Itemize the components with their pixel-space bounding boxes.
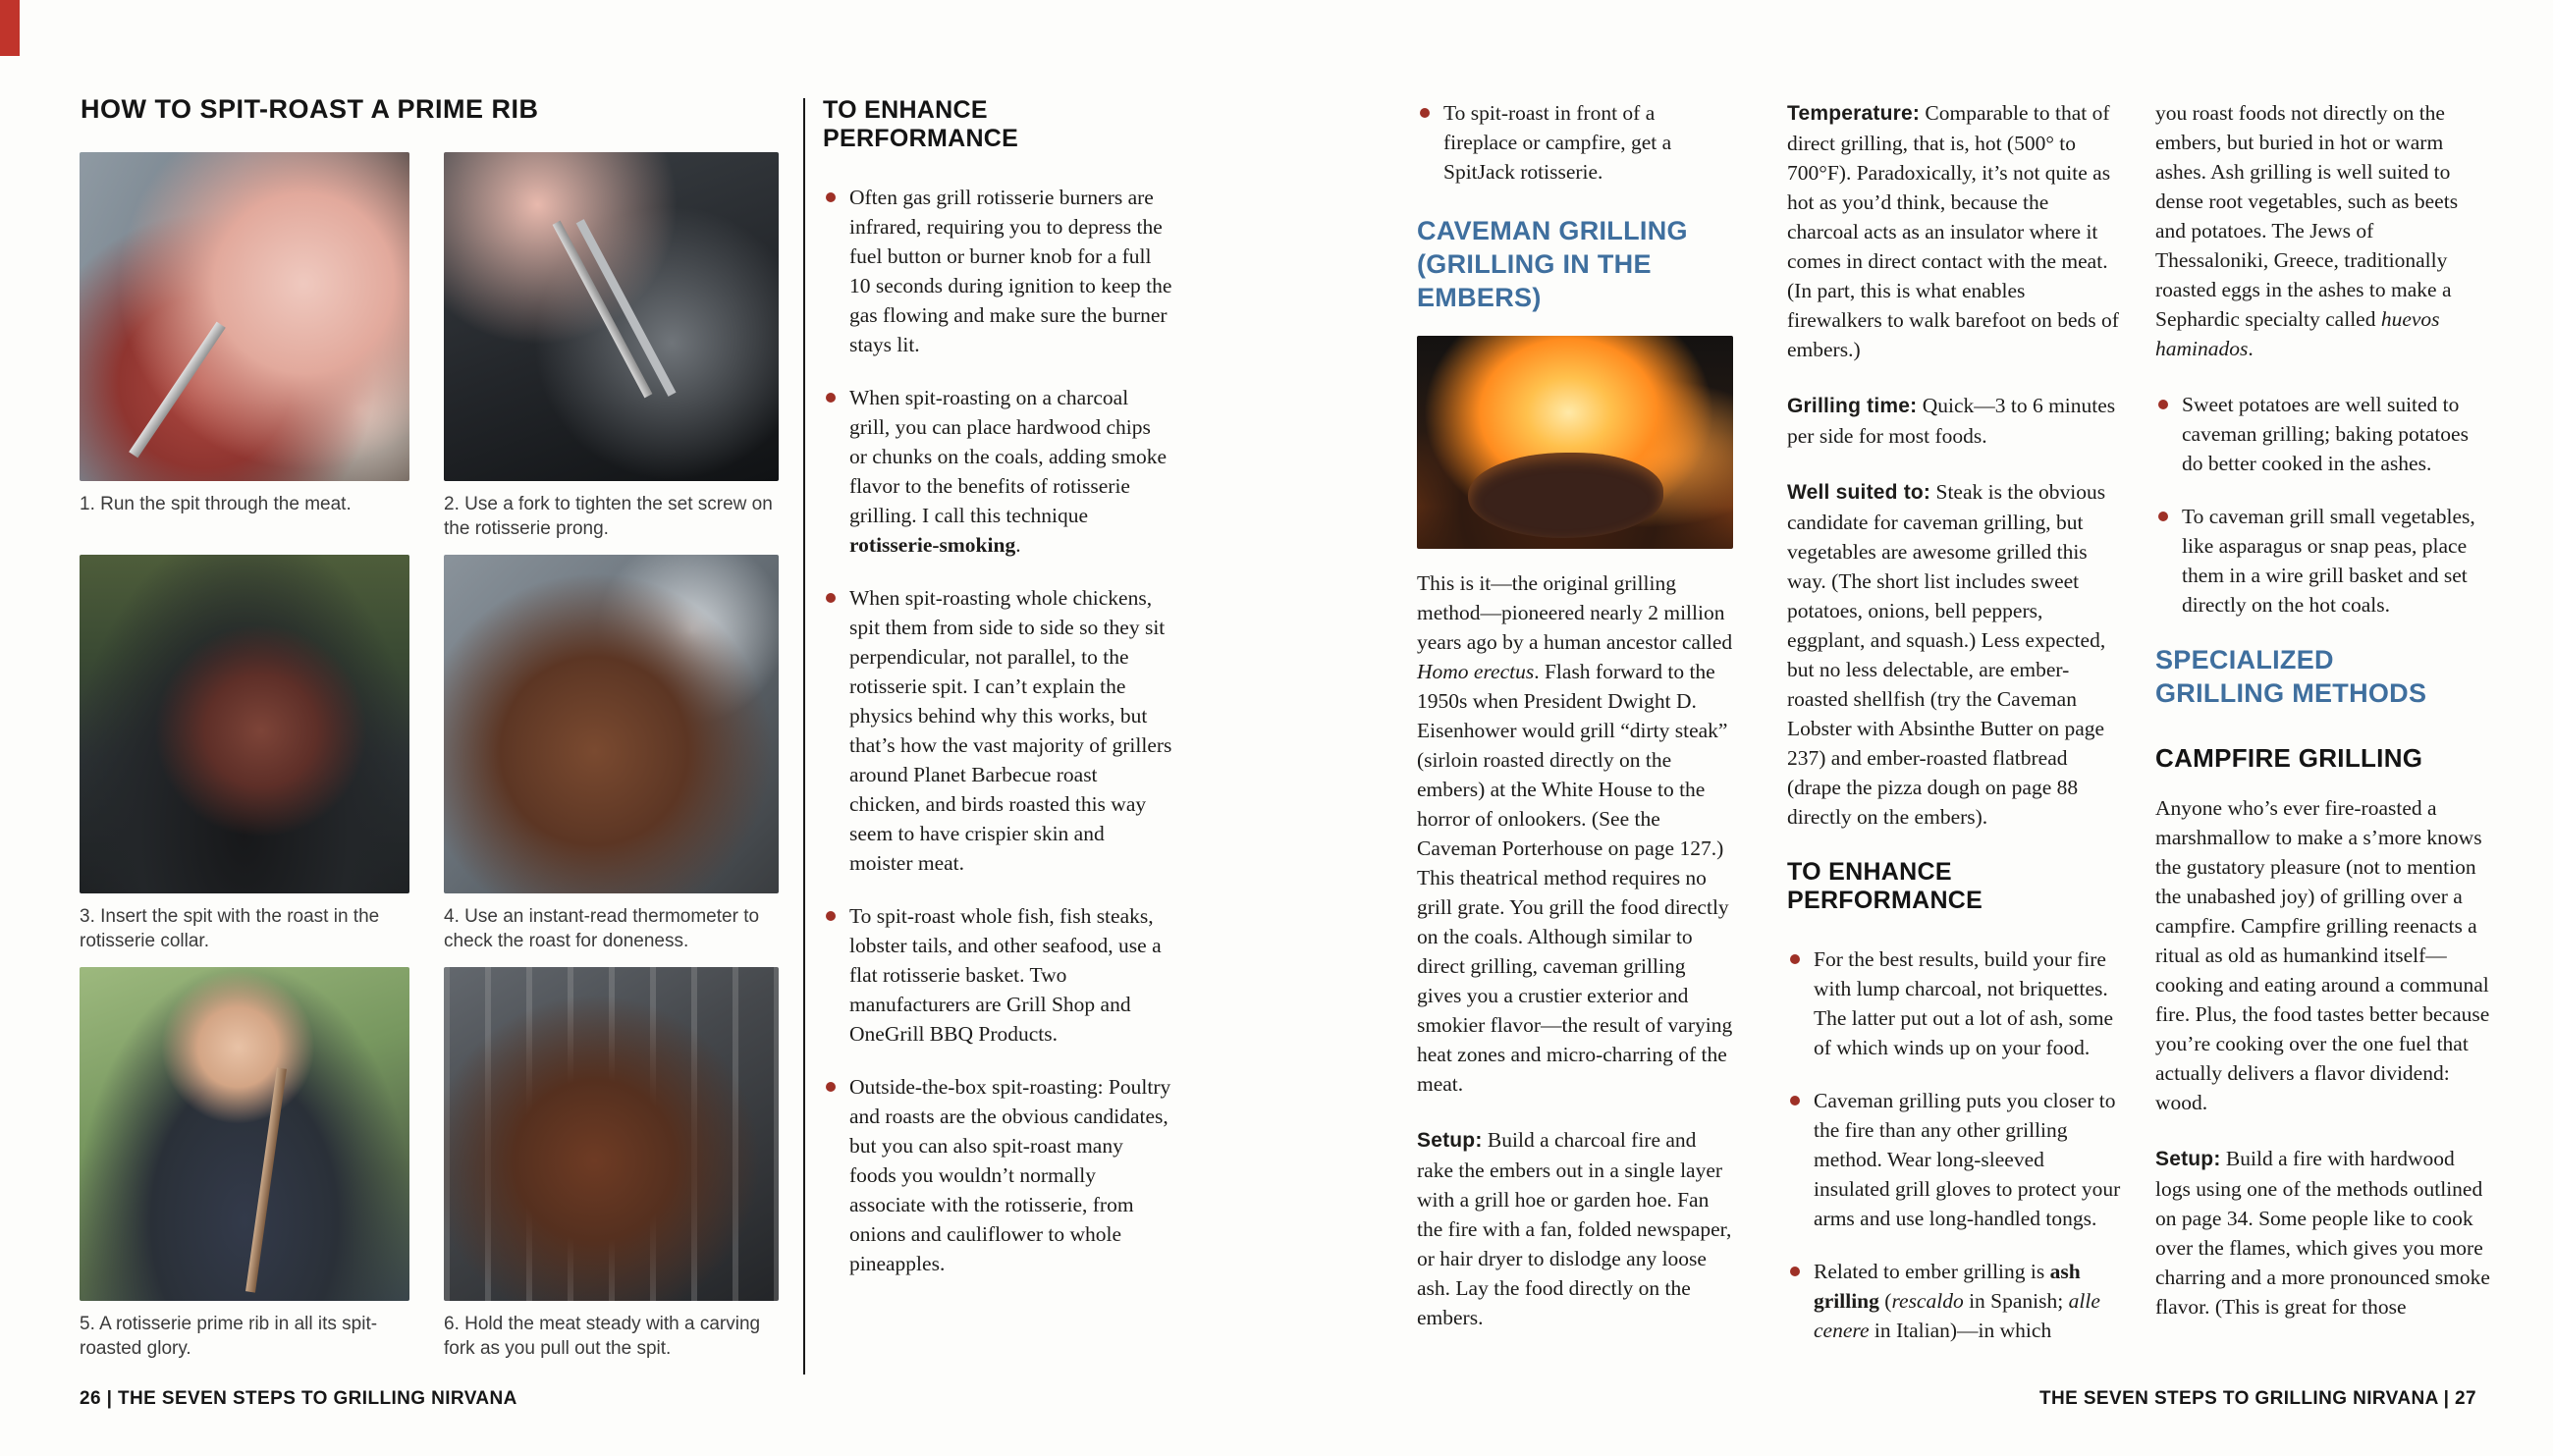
bullet-item: Sweet potatoes are well suited to caveman grilling; baking potatoes do better cooked in the ashes. bbox=[2155, 390, 2491, 478]
caveman-grilling-heading bbox=[1417, 214, 1733, 314]
bullet-item: Outside-the-box spit-roasting: Poultry and roasts are the obvious candidates, but you can also spit-roast many foods you wouldn’t normally associate with the rotisserie, from onions and cauliflower to whole pineapples. bbox=[823, 1072, 1172, 1278]
campfire-grilling-heading: CAMPFIRE GRILLING bbox=[2155, 743, 2423, 773]
page-edge-color-tab bbox=[0, 0, 20, 56]
tutorial-step-5 bbox=[80, 967, 409, 1361]
bullet-item: When spit-roasting whole chickens, spit them from side to side so they sit perpendicular, not parallel, to the rotisserie spit. I can’t explain the physics behind why this works, but that’s how the vast majority of grillers around Planet Barbecue roast chicken, and birds roasted this way seem to have crispier skin and moister meat. bbox=[823, 583, 1172, 878]
enhance-heading-left: TO ENHANCE PERFORMANCE bbox=[823, 96, 1019, 152]
caveman-grilling-column bbox=[1417, 98, 1733, 1359]
embers-steak-photo bbox=[1417, 336, 1733, 549]
right-page-footer: THE SEVEN STEPS TO GRILLING NIRVANA | 27 bbox=[2038, 1388, 2476, 1409]
step-3-photo bbox=[80, 555, 409, 893]
bullet-item: For the best results, build your fire with lump charcoal, not briquettes. The latter put out a lot of ash, some of which winds up on your food. bbox=[1787, 944, 2123, 1062]
step-6-caption: 6. Hold the meat steady with a carving fork as you pull out the spit. bbox=[444, 1314, 761, 1359]
grilling-time-paragraph: Grilling time: Quick—3 to 6 minutes per side for most foods. bbox=[1787, 394, 2116, 448]
step-4-photo bbox=[444, 555, 779, 893]
well-suited-paragraph: Well suited to: Steak is the obvious candidate for caveman grilling, but vegetables are awesome grilled this way. (The short list includes sweet potatoes, onions, bell peppers, eggplant, and squash.) Less expected, but no less delectable, are ember-roasted shellfish (try the Caveman Lobster with Absinthe Butter on page 237) and ember-roasted flatbread (drape the pizza dough on page 88 directly on the embers). bbox=[1787, 480, 2106, 829]
step-3-caption: 3. Insert the spit with the roast in the rotisserie collar. bbox=[80, 906, 380, 951]
step-4-caption: 4. Use an instant-read thermometer to check the roast for doneness. bbox=[444, 906, 760, 951]
bullet-item: When spit-roasting on a charcoal grill, you can place hardwood chips or chunks on the coals, adding smoke flavor to the benefits of rotisserie grilling. I call this technique rotisserie-smoking. bbox=[823, 383, 1172, 560]
bullet-item: To caveman grill small vegetables, like asparagus or snap peas, place them in a wire grill basket and set directly on the hot coals. bbox=[2155, 502, 2491, 620]
campfire-setup-paragraph: Setup: Build a fire with hardwood logs using one of the methods outlined on page 34. Some people like to cook over the flames, which gives you more charring and a more pronounced smoke flavor. (This is great for those bbox=[2155, 1147, 2490, 1319]
caveman-setup-paragraph: Setup: Build a charcoal fire and rake the embers out in a single layer with a grill hoe or garden hoe. Fan the fire with a fan, folded newspaper, or hair dryer to dislodge any loose ash. Lay the food directly on the embers. bbox=[1417, 1128, 1732, 1329]
left-page-footer: 26 | THE SEVEN STEPS TO GRILLING NIRVANA bbox=[80, 1388, 517, 1409]
tutorial-step-2 bbox=[444, 152, 779, 541]
ash-grilling-paragraph: you roast foods not directly on the embers, but buried in hot or warm ashes. Ash grilling is well suited to dense root vegetables, such as beets and potatoes. The Jews of Thessaloniki, Greece, traditionally roasted eggs in the ashes to make a Sephardic specialty called huevos haminados. bbox=[2155, 101, 2459, 360]
tutorial-step-1 bbox=[80, 152, 409, 516]
caveman-details-column bbox=[1787, 98, 2123, 1369]
heading-line: GRILLING METHODS bbox=[2155, 678, 2427, 708]
tutorial-step-6 bbox=[444, 967, 779, 1361]
enhance-heading-right: TO ENHANCE PERFORMANCE bbox=[1787, 858, 1983, 914]
step-5-caption: 5. A rotisserie prime rib in all its spit-roasted glory. bbox=[80, 1314, 378, 1359]
enhance-performance-column bbox=[823, 96, 1172, 1302]
bullet-item: Often gas grill rotisserie burners are infrared, requiring you to depress the fuel button or burner knob for a full 10 seconds during ignition to keep the gas flowing and make sure the burner stays lit. bbox=[823, 183, 1172, 359]
bullet-item: Related to ember grilling is ash grilling (rescaldo in Spanish; alle cenere in Italian)—in which bbox=[1787, 1257, 2123, 1345]
step-1-photo bbox=[80, 152, 409, 481]
tutorial-step-3 bbox=[80, 555, 409, 953]
ash-campfire-column bbox=[2155, 98, 2491, 1348]
heading-line: CAVEMAN GRILLING bbox=[1417, 216, 1688, 245]
heading-line: SPECIALIZED bbox=[2155, 645, 2334, 674]
heading-line: (GRILLING IN THE EMBERS) bbox=[1417, 249, 1652, 312]
step-5-photo bbox=[80, 967, 409, 1301]
specialized-methods-heading bbox=[2155, 643, 2491, 710]
bullet-item: To spit-roast in front of a fireplace or campfire, get a SpitJack rotisserie. bbox=[1417, 98, 1733, 187]
tutorial-title: HOW TO SPIT-ROAST A PRIME RIB bbox=[81, 94, 539, 124]
step-2-photo bbox=[444, 152, 779, 481]
column-divider-rule bbox=[803, 98, 805, 1375]
step-2-caption: 2. Use a fork to tighten the set screw on the rotisserie prong. bbox=[444, 494, 773, 539]
step-1-caption: 1. Run the spit through the meat. bbox=[80, 494, 352, 514]
bullet-item: To spit-roast whole fish, fish steaks, lobster tails, and other seafood, use a flat rotisserie basket. Two manufacturers are Grill Shop and OneGrill BBQ Products. bbox=[823, 901, 1172, 1049]
temperature-paragraph: Temperature: Comparable to that of direct grilling, that is, hot (500° to 700°F). Paradoxically, it’s not quite as hot as you’d think, because the charcoal acts as an insulator where it comes in direct contact with the meat. (In part, this is what enables firewalkers to walk barefoot on beds of embers.) bbox=[1787, 101, 2119, 361]
tutorial-step-4 bbox=[444, 555, 779, 953]
caveman-intro-paragraph: This is it—the original grilling method—pioneered nearly 2 million years ago by a human ancestor called Homo erectus. Flash forward to the 1950s when President Dwight D. Eisenhower would grill “dirty steak” (sirloin roasted directly on the embers) at the White House to the horror of onlookers. (See the Caveman Porterhouse on page 127.) This theatrical method requires no grill grate. You grill the food directly on the coals. Although similar to direct grilling, caveman grilling gives you a crustier exterior and smokier flavor—the result of varying heat zones and micro-charring of the meat. bbox=[1417, 571, 1733, 1096]
bullet-item: Caveman grilling puts you closer to the fire than any other grilling method. Wear long-sleeved insulated grill gloves to protect your arms and use long-handled tongs. bbox=[1787, 1086, 2123, 1233]
step-6-photo bbox=[444, 967, 779, 1301]
campfire-intro-paragraph: Anyone who’s ever fire-roasted a marshmallow to make a s’more knows the gustatory pleasure (not to mention the unabashed joy) of grilling over a campfire. Campfire grilling reenacts a ritual as old as humankind itself—cooking and eating around a communal fire. Plus, the food tastes better because you’re cooking over the one fuel that actually delivers a flavor dividend: wood. bbox=[2155, 796, 2490, 1114]
